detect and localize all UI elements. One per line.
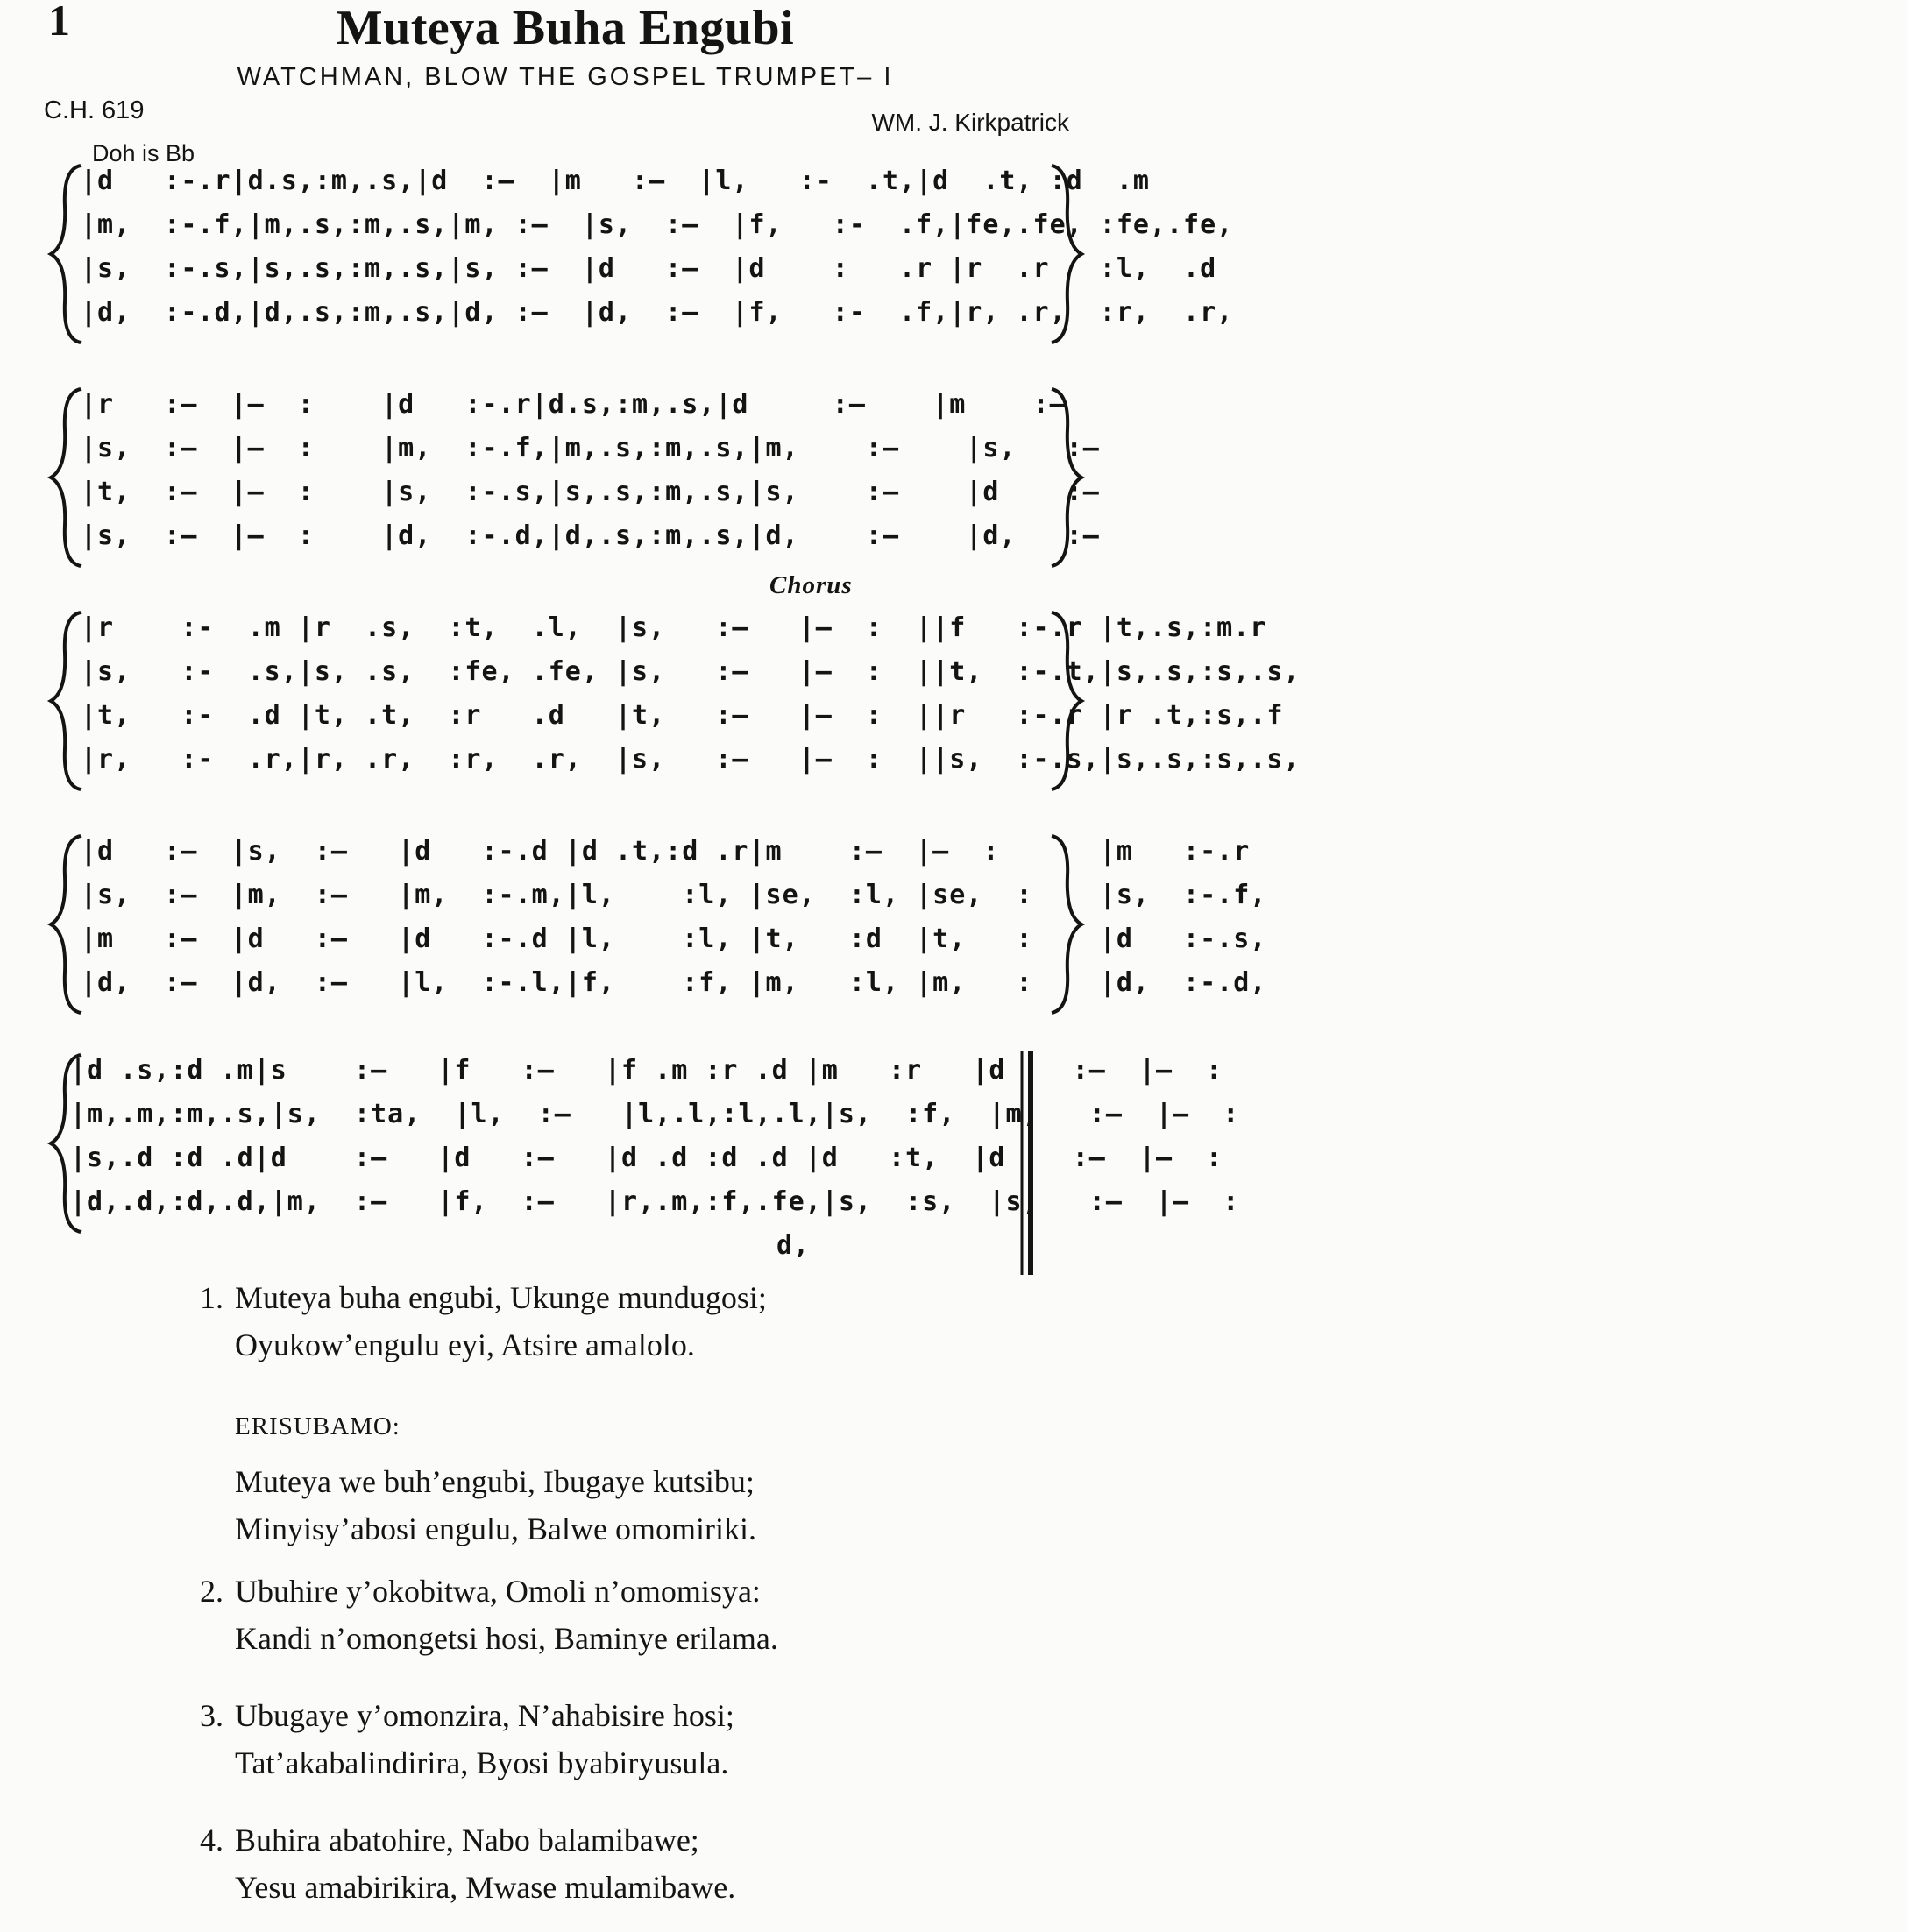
score-line-soprano: |d .s,:d .m|s :— |f :— |f .m :r .d |m :r |d :— |— :	[70, 1055, 1223, 1086]
verse-number: 4.	[200, 1822, 223, 1858]
refrain-line: Minyisy’abosi engulu, Balwe omomiriki.	[235, 1511, 756, 1546]
score-line-bass: |s, :— |— : |d, :-.d,|d,.s,:m,.s,|d, :— |d, :—	[81, 520, 1100, 551]
alternate-note: d,	[776, 1230, 811, 1261]
right-brace	[1043, 162, 1087, 346]
composer: WM. J. Kirkpatrick	[871, 109, 1069, 136]
score-line-alto: |m,.m,:m,.s,|s, :ta, |l, :— |l,.l,:l,.l,|s, :f, |m, :— |— :	[70, 1099, 1240, 1129]
verse-line: Tat’akabalindirira, Byosi byabiryusula.	[235, 1745, 729, 1780]
verse-line: Muteya buha engubi, Ukunge mundugosi;	[235, 1280, 767, 1315]
refrain-label: ERISUBAMO:	[235, 1412, 401, 1440]
final-double-bar	[1017, 1051, 1043, 1279]
hymn-subtitle: WATCHMAN, BLOW THE GOSPEL TRUMPET– I	[237, 63, 894, 91]
score-line-tenor: |s, :-.s,|s,.s,:m,.s,|s, :— |d :— |d : .r |r .r :l, .d	[81, 253, 1217, 284]
score-line-alto: |s, :- .s,|s, .s, :fe, .fe, |s, :— |— : ||t, :-.t,|s,.s,:s,.s,	[81, 656, 1301, 687]
right-brace	[1043, 832, 1087, 1016]
score-line-alto: |m, :-.f,|m,.s,:m,.s,|m, :— |s, :— |f, :- .f,|fe,.fe, :fe,.fe,	[81, 209, 1234, 240]
score-line-soprano: |r :- .m |r .s, :t, .l, |s, :— |— : ||f :-.r |t,.s,:m.r	[81, 612, 1267, 643]
right-brace	[1043, 386, 1087, 570]
score-line-bass: |r, :- .r,|r, .r, :r, .r, |s, :— |— : ||s, :-.s,|s,.s,:s,.s,	[81, 744, 1301, 775]
verse-line: Yesu amabirikira, Mwase mulamibawe.	[235, 1870, 736, 1905]
score-line-soprano: |r :— |— : |d :-.r|d.s,:m,.s,|d :— |m :—	[81, 389, 1067, 420]
score-system-4	[0, 832, 1267, 1016]
key-signature: Doh is Bb	[92, 140, 195, 166]
score-line-soprano: |d :-.r|d.s,:m,.s,|d :— |m :— |l, :- .t,|d .t, :d .m	[81, 166, 1150, 196]
score-line-alto: |s, :— |m, :— |m, :-.m,|l, :l, |se, :l, |se, : |s, :-.f,	[81, 880, 1267, 910]
verse-number: 2.	[200, 1574, 223, 1609]
score-system-2	[0, 386, 1131, 570]
hymnal-reference: C.H. 619	[44, 96, 145, 124]
score-line-alto: |s, :— |— : |m, :-.f,|m,.s,:m,.s,|m, :— |s, :—	[81, 433, 1100, 464]
score-line-tenor: |m :— |d :— |d :-.d |l, :l, |t, :d |t, : |d :-.s,	[81, 924, 1267, 954]
score-system-3	[0, 609, 1301, 793]
score-line-bass: |d, :— |d, :— |l, :-.l,|f, :f, |m, :l, |m, : |d, :-.d,	[81, 967, 1267, 998]
right-brace	[1043, 609, 1087, 793]
hymn-title: Muteya Buha Engubi	[336, 1, 795, 55]
score-system-5	[0, 1051, 1240, 1279]
score-system-1	[0, 162, 1234, 346]
verse-line: Ubuhire y’okobitwa, Omoli n’omomisya:	[235, 1574, 761, 1609]
score-line-bass: |d, :-.d,|d,.s,:m,.s,|d, :— |d, :— |f, :- .f,|r, .r, :r, .r,	[81, 297, 1234, 328]
chorus-label: Chorus	[769, 571, 853, 599]
score-line-tenor: |t, :- .d |t, .t, :r .d |t, :— |— : ||r :-.r |r .t,:s,.f	[81, 700, 1284, 731]
score-line-bass: |d,.d,:d,.d,|m, :— |f, :— |r,.m,:f,.fe,|s, :s, |s, :— |— :	[70, 1186, 1240, 1217]
refrain-line: Muteya we buh’engubi, Ibugaye kutsibu;	[235, 1464, 755, 1499]
verse-line: Kandi n’omongetsi hosi, Baminye erilama.	[235, 1621, 778, 1656]
verse-number: 1.	[200, 1280, 223, 1315]
verse-line: Ubugaye y’omonzira, N’ahabisire hosi;	[235, 1698, 734, 1733]
verse-line: Buhira abatohire, Nabo balamibawe;	[235, 1822, 699, 1858]
score-line-tenor: |t, :— |— : |s, :-.s,|s,.s,:m,.s,|s, :— |d :—	[81, 477, 1100, 507]
score-line-tenor: |s,.d :d .d|d :— |d :— |d .d :d .d |d :t, |d :— |— :	[70, 1143, 1223, 1173]
score-line-soprano: |d :— |s, :— |d :-.d |d .t,:d .r|m :— |— : |m :-.r	[81, 836, 1251, 867]
verse-number: 3.	[200, 1698, 223, 1733]
verse-line: Oyukow’engulu eyi, Atsire amalolo.	[235, 1327, 695, 1362]
hymn-number: 1	[48, 0, 70, 45]
